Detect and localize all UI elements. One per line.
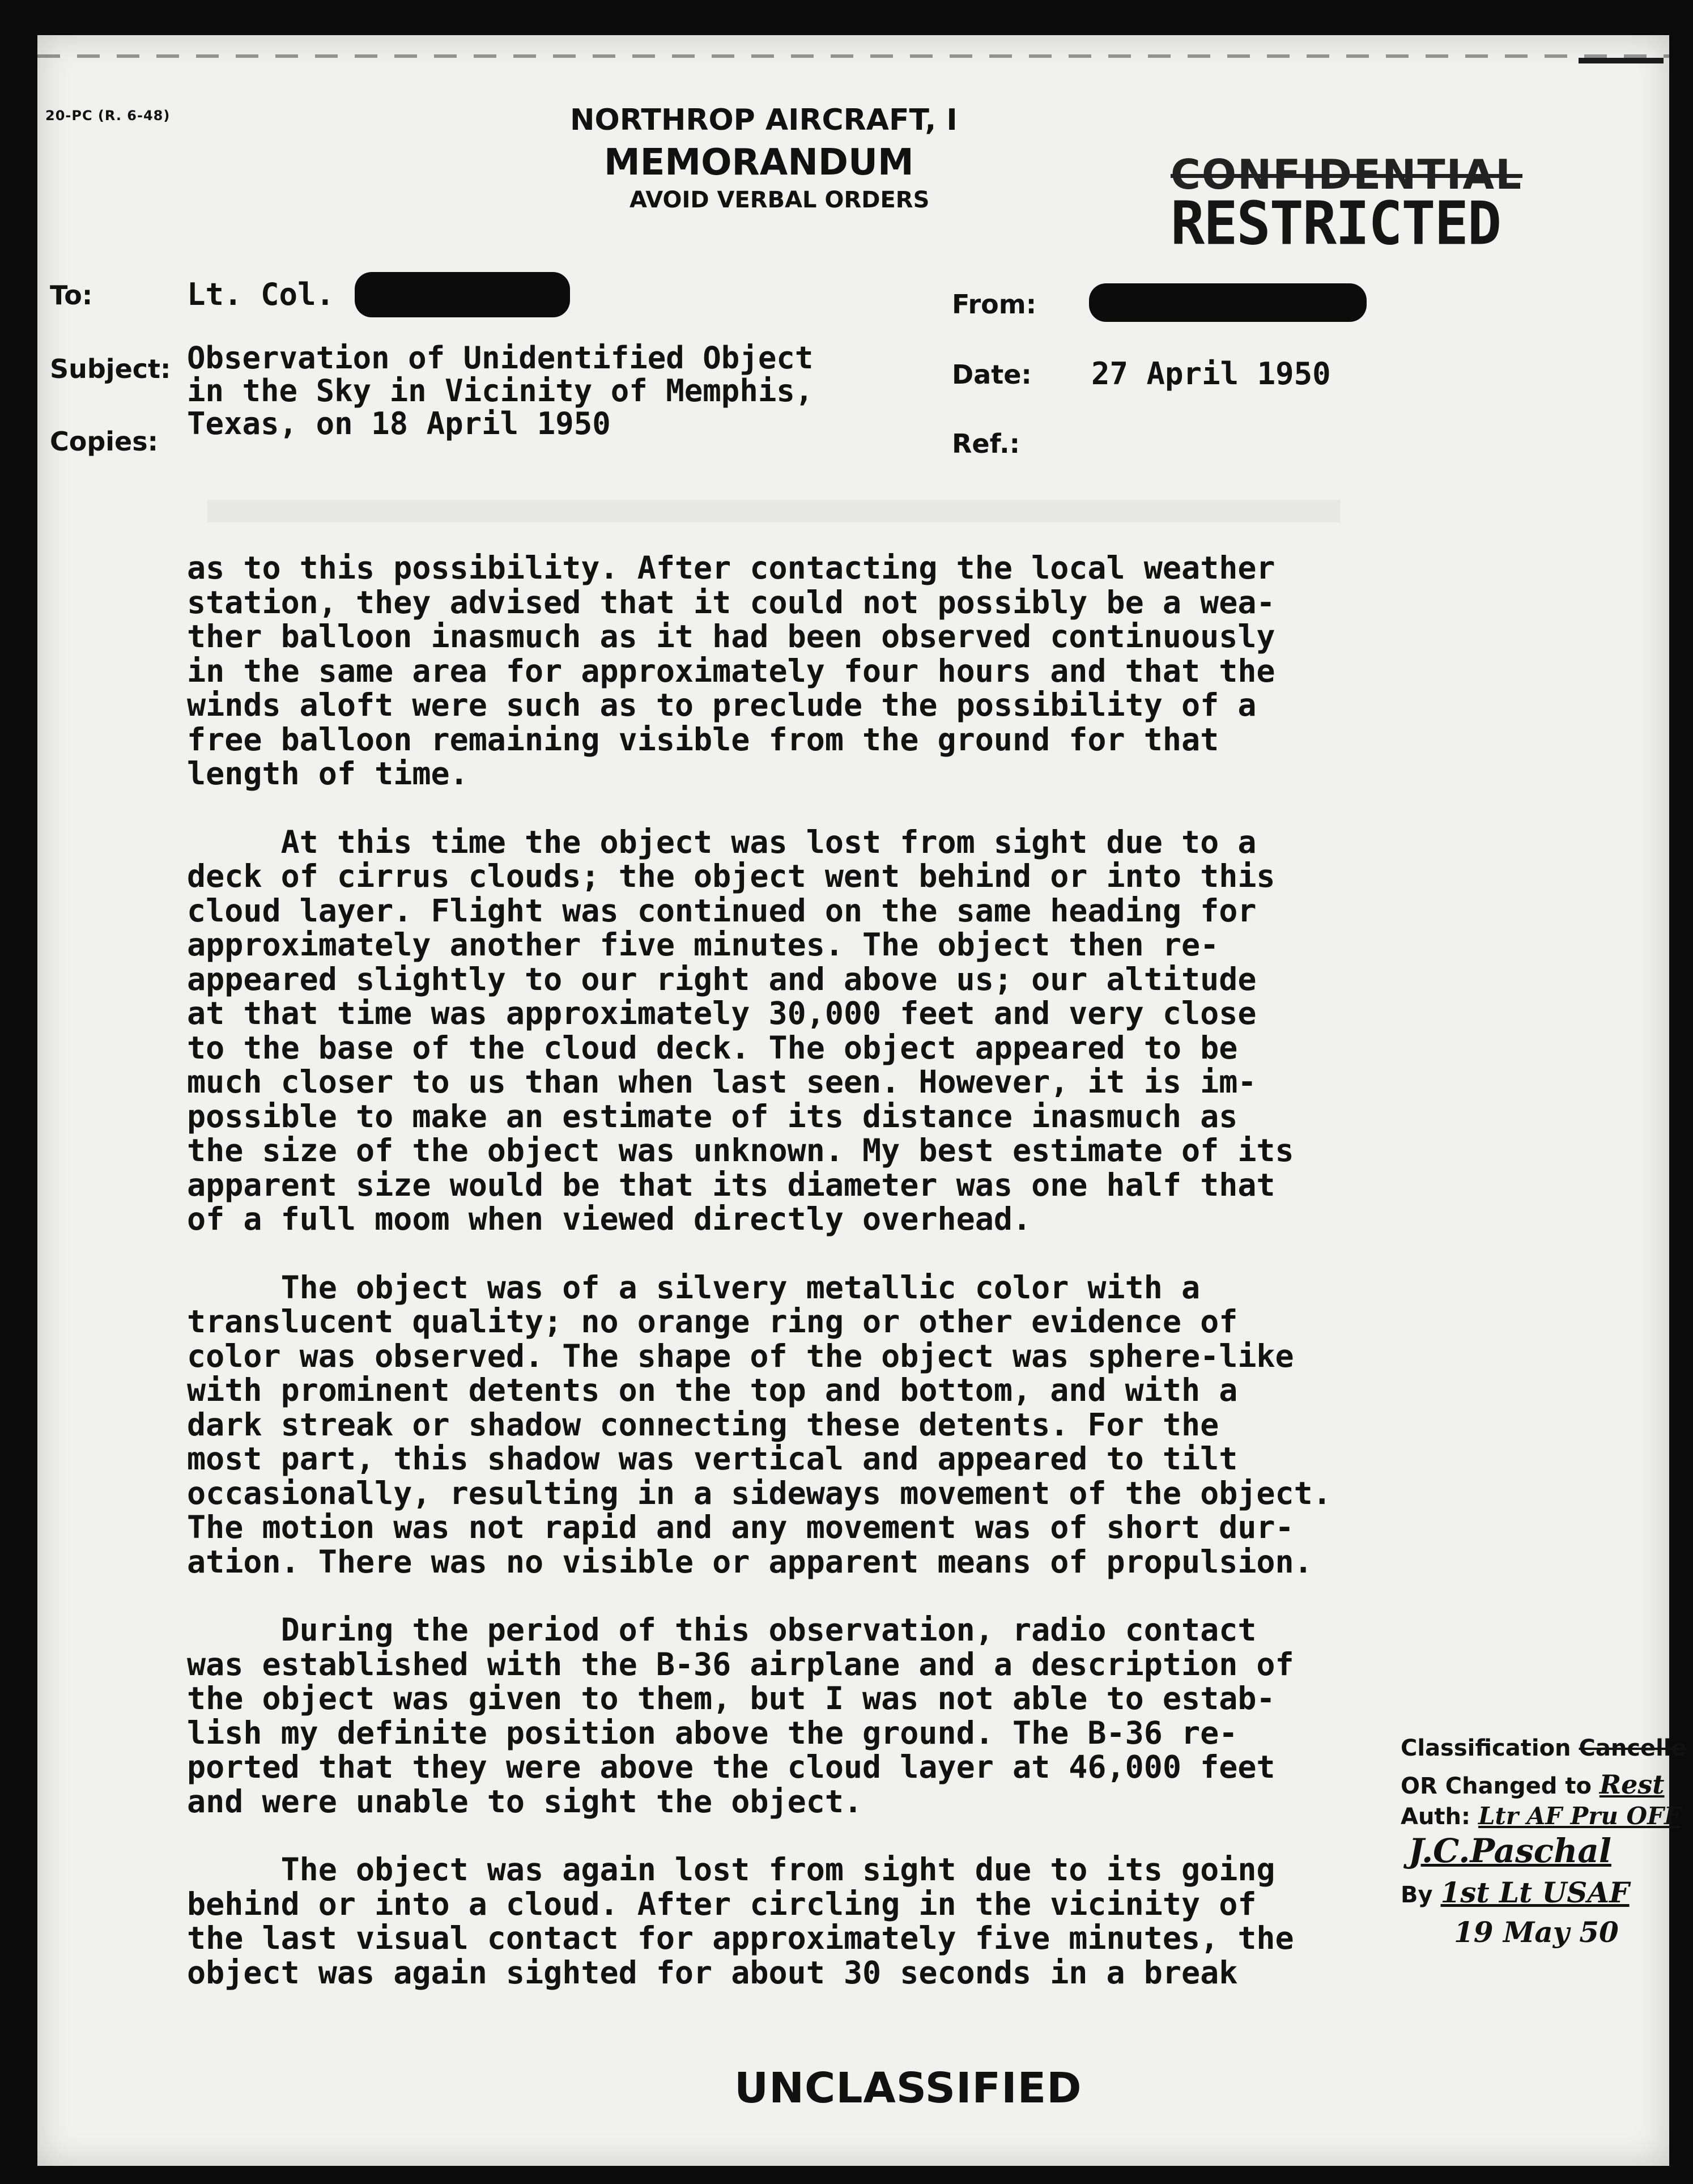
body-line: winds aloft were such as to preclude the possibility of a <box>187 687 1257 723</box>
form-number: 20-PC (R. 6-48) <box>45 108 171 124</box>
body-line: of a full moom when viewed directly overhead. <box>187 1201 1032 1237</box>
restricted-stamp: RESTRICTED <box>1171 189 1501 258</box>
body-line: The object was of a silvery metallic color with a <box>187 1269 1201 1306</box>
ref-label: Ref.: <box>952 428 1020 459</box>
top-edge-marks <box>37 54 1669 58</box>
body-line: most part, this shadow was vertical and appeared to tilt <box>187 1441 1238 1477</box>
changed-to-text: OR Changed to <box>1401 1773 1592 1799</box>
body-line: and were unable to sight the object. <box>187 1783 863 1820</box>
body-line: cloud layer. Flight was continued on the same heading for <box>187 892 1257 929</box>
body-line: lish my definite position above the ground. The B-36 re- <box>187 1714 1238 1751</box>
body-line: ported that they were above the cloud layer at 46,000 feet <box>187 1749 1275 1785</box>
paragraph-gap <box>187 1235 1558 1269</box>
body-line: The motion was not rapid and any movement was of short dur- <box>187 1509 1294 1545</box>
body-line: in the same area for approximately four hours and that the <box>187 652 1275 689</box>
paragraph-gap <box>187 1578 1558 1612</box>
classification-struck: Cancelle <box>1579 1735 1687 1761</box>
to-label: To: <box>50 280 93 311</box>
subject-line-2: in the Sky in Vicinity of Memphis, <box>187 373 814 409</box>
body-paragraph <box>187 1269 1558 1578</box>
body-line: approximately another five minutes. The object then re- <box>187 927 1219 963</box>
body-line: ation. There was no visible or apparent means of propulsion. <box>187 1543 1313 1580</box>
paragraph-gap <box>187 1817 1558 1851</box>
body-line: possible to make an estimate of its distance inasmuch as <box>187 1098 1238 1135</box>
body-line: with prominent detents on the top and bottom, and with a <box>187 1372 1238 1408</box>
body-paragraph <box>187 1612 1558 1820</box>
body-line: occasionally, resulting in a sideways movement of the object. <box>187 1475 1332 1511</box>
classification-stamp <box>1165 146 1522 258</box>
body-paragraph <box>187 1851 1558 1991</box>
bleed-through-block <box>207 500 1341 522</box>
body-line: dark streak or shadow connecting these detents. For the <box>187 1406 1219 1443</box>
body-line: much closer to us than when last seen. However, it is im- <box>187 1064 1257 1100</box>
body-line: to the base of the cloud deck. The object appeared to be <box>187 1029 1238 1066</box>
corner-mark <box>1579 58 1664 63</box>
company-name: NORTHROP AIRCRAFT, I <box>570 103 958 137</box>
body-line: apparent size would be that its diameter was one half that <box>187 1166 1275 1203</box>
from-label: From: <box>952 289 1037 320</box>
subject-line-1: Observation of Unidentified Object <box>187 340 814 376</box>
classification-date: 19 May 50 <box>1454 1915 1619 1949</box>
changed-to-value: Rest <box>1599 1769 1665 1800</box>
auth-label-text: Auth: <box>1401 1804 1471 1830</box>
body-line: color was observed. The shape of the object was sphere-like <box>187 1337 1294 1374</box>
body-line: object was again sighted for about 30 seconds in a break <box>187 1954 1238 1991</box>
body-line: was established with the B-36 airplane and a description of <box>187 1646 1294 1682</box>
body-line: ther balloon inasmuch as it had been observed continuously <box>187 618 1275 655</box>
to-value: Lt. Col. <box>187 277 335 312</box>
body-line: At this time the object was lost from sight due to a <box>187 823 1257 860</box>
body-line: behind or into a cloud. After circling in the vicinity of <box>187 1885 1257 1922</box>
struck-classification: CONFIDENTIAL <box>1171 151 1522 198</box>
by-label-text: By <box>1401 1882 1433 1908</box>
body-line: the last visual contact for approximately five minutes, the <box>187 1920 1294 1956</box>
body-line: the size of the object was unknown. My best estimate of its <box>187 1132 1294 1169</box>
classification-label <box>1401 1735 1687 1761</box>
body-line: at that time was approximately 30,000 feet and very close <box>187 995 1257 1031</box>
body-line: During the period of this observation, radio contact <box>187 1612 1257 1648</box>
date-value: 27 April 1950 <box>1091 356 1331 392</box>
redaction-to <box>355 272 570 317</box>
date-label: Date: <box>952 359 1032 390</box>
by-label <box>1401 1876 1630 1909</box>
memo-body <box>187 550 1558 1991</box>
copies-label: Copies: <box>50 426 159 457</box>
signature: J.C.Paschal <box>1409 1832 1611 1870</box>
classification-label-text: Classification <box>1401 1735 1571 1761</box>
body-line: deck of cirrus clouds; the object went behind or into this <box>187 858 1275 894</box>
body-paragraph <box>187 550 1558 790</box>
memo-page <box>37 35 1687 2166</box>
unclassified-stamp: UNCLASSIFIED <box>734 2064 1082 2113</box>
body-line: station, they advised that it could not possibly be a wea- <box>187 584 1275 621</box>
body-paragraph <box>187 824 1558 1235</box>
body-line: length of time. <box>187 755 469 792</box>
body-line: appeared slightly to our right and above us; our altitude <box>187 961 1257 997</box>
changed-to-label <box>1401 1769 1665 1800</box>
redaction-from <box>1089 283 1367 322</box>
auth-label <box>1401 1802 1681 1830</box>
body-line: the object was given to them, but I was not able to estab- <box>187 1680 1275 1716</box>
auth-value: Ltr AF Pru OFF <box>1478 1802 1681 1830</box>
paragraph-gap <box>187 790 1558 824</box>
body-line: translucent quality; no orange ring or other evidence of <box>187 1303 1238 1340</box>
subject-line-3: Texas, on 18 April 1950 <box>187 406 611 441</box>
body-line: as to this possibility. After contacting the local weather <box>187 550 1275 586</box>
by-value: 1st Lt USAF <box>1440 1876 1630 1909</box>
memo-title: MEMORANDUM <box>604 142 914 184</box>
subject-label: Subject: <box>50 354 171 384</box>
body-line: The object was again lost from sight due to its going <box>187 1851 1275 1888</box>
body-line: free balloon remaining visible from the ground for that <box>187 721 1219 758</box>
memo-notice: AVOID VERBAL ORDERS <box>629 187 930 213</box>
